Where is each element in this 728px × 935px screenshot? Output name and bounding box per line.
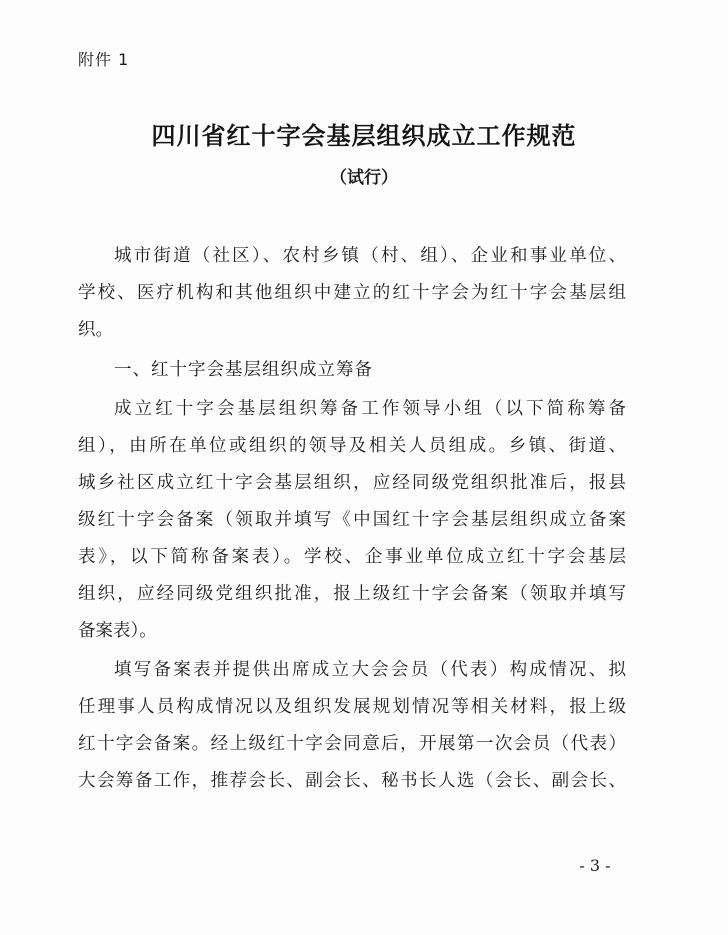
document-title: 四川省红十字会基层组织成立工作规范: [151, 121, 577, 150]
paragraph-line: 城乡社区成立红十字会基层组织，应经同级党组织批准后，报县: [78, 473, 626, 493]
paragraph-line: 填写备案表并提供出席成立大会会员（代表）构成情况、拟: [114, 660, 626, 680]
paragraph-line: 组），由所在单位或组织的领导及相关人员组成。乡镇、街道、: [78, 436, 626, 456]
paragraph-line: 表》，以下简称备案表）。学校、企事业单位成立红十字会基层: [78, 547, 626, 567]
paragraph-line: 红十字会备案。经上级红十字会同意后，开展第一次会员（代表）: [78, 734, 626, 754]
paragraph-line: 学校、医疗机构和其他组织中建立的红十字会为红十字会基层组: [78, 283, 626, 303]
paragraph-line: 备案表）。: [78, 621, 157, 641]
paragraph-line: 任理事人员构成情况以及组织发展规划情况等相关材料，报上级: [78, 697, 626, 717]
page-number: - 3 -: [579, 856, 611, 875]
section-heading: 一、红十字会基层组织成立筹备: [114, 360, 373, 380]
section1-paragraph-2: [78, 652, 626, 800]
attachment-label: 附件 1: [78, 50, 130, 69]
intro-paragraph: [78, 238, 626, 349]
paragraph-line: 成立红十字会基层组织筹备工作领导小组（以下简称筹备: [114, 399, 626, 419]
paragraph-line: 级红十字会备案（领取并填写《中国红十字会基层组织成立备案: [78, 510, 626, 530]
document-subtitle: （试行）: [330, 168, 398, 188]
paragraph-line: 组织，应经同级党组织批准，报上级红十字会备案（领取并填写: [78, 584, 626, 604]
section1-paragraph-1: [78, 391, 626, 650]
paragraph-line: 织。: [78, 320, 113, 340]
paragraph-line: 城市街道（社区）、农村乡镇（村、组）、企业和事业单位、: [114, 246, 626, 266]
paragraph-line: 大会筹备工作，推荐会长、副会长、秘书长人选（会长、副会长、: [78, 771, 626, 791]
